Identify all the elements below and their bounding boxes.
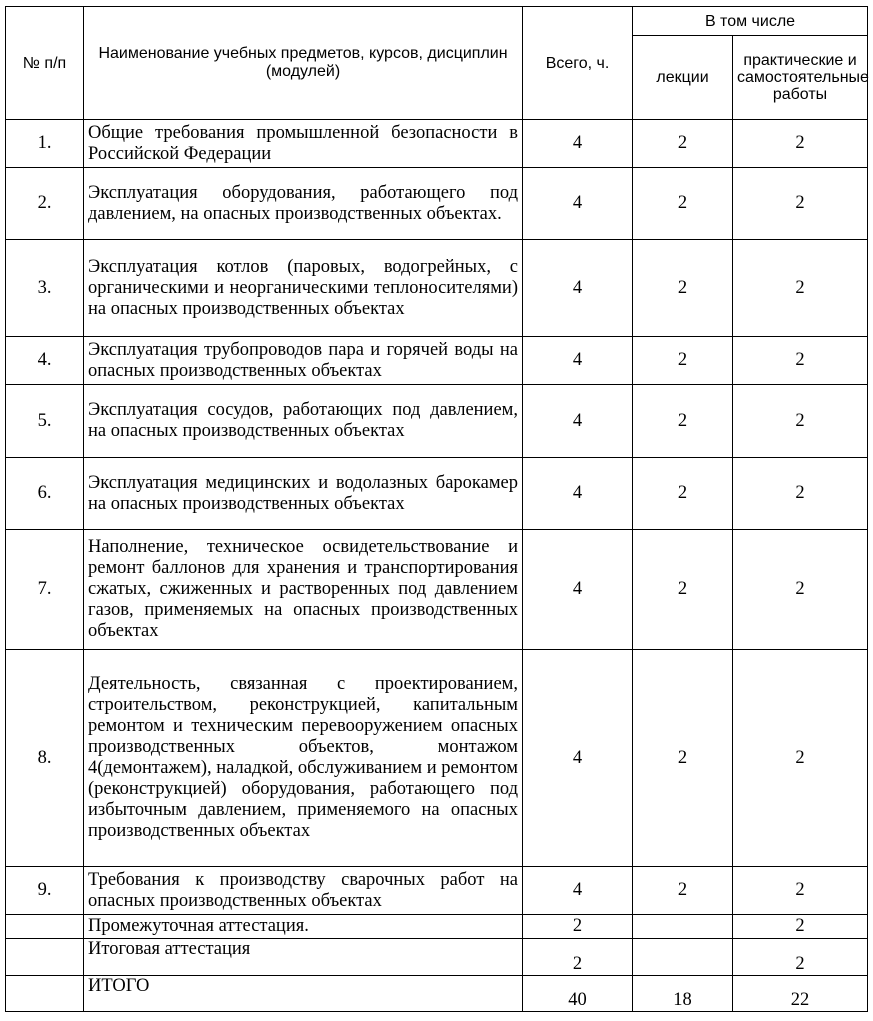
header-name: Наименование учебных предметов, курсов, дисциплин (модулей): [84, 7, 523, 120]
row-num: 2.: [6, 168, 84, 240]
interim-lectures: [633, 915, 733, 939]
row-name: Эксплуатация трубопроводов пара и горячей воды на опасных производственных объектах: [84, 337, 523, 385]
summary-num: [6, 976, 84, 1012]
row-num: 6.: [6, 458, 84, 530]
row-practice: 2: [733, 337, 868, 385]
row-num: 5.: [6, 385, 84, 458]
final-row: [6, 939, 868, 976]
final-name: Итоговая аттестация: [84, 939, 523, 976]
row-num: 4.: [6, 337, 84, 385]
row-total: 4: [523, 240, 633, 337]
header-lectures: лекции: [633, 36, 733, 120]
row-total: 4: [523, 650, 633, 867]
summary-lectures: 18: [633, 976, 733, 1012]
row-total: 4: [523, 337, 633, 385]
row-num: 3.: [6, 240, 84, 337]
header-practice: практические и самостоятельные работы: [733, 36, 868, 120]
row-num: 1.: [6, 120, 84, 168]
row-name: Наполнение, техническое освидетельствование и ремонт баллонов для хранения и транспортирования сжатых, сжиженных и растворенных под давлением газов, применяемых на опасных производственных объектах: [84, 530, 523, 650]
row-total: 4: [523, 530, 633, 650]
row-total: 4: [523, 867, 633, 915]
row-practice: 2: [733, 530, 868, 650]
final-total: 2: [523, 939, 633, 976]
row-lectures: 2: [633, 650, 733, 867]
row-name: Эксплуатация оборудования, работающего под давлением, на опасных производственных объектах.: [84, 168, 523, 240]
interim-num: [6, 915, 84, 939]
row-name: Эксплуатация сосудов, работающих под давлением, на опасных производственных объектах: [84, 385, 523, 458]
summary-row: [6, 976, 868, 1012]
row-lectures: 2: [633, 385, 733, 458]
row-num: 9.: [6, 867, 84, 915]
row-practice: 2: [733, 650, 868, 867]
row-num: 7.: [6, 530, 84, 650]
row-total: 4: [523, 120, 633, 168]
row-num: 8.: [6, 650, 84, 867]
table-row: [6, 240, 868, 337]
row-practice: 2: [733, 385, 868, 458]
row-lectures: 2: [633, 867, 733, 915]
row-lectures: 2: [633, 458, 733, 530]
table-row: [6, 120, 868, 168]
table-row: [6, 650, 868, 867]
row-practice: 2: [733, 168, 868, 240]
row-lectures: 2: [633, 168, 733, 240]
row-total: 4: [523, 168, 633, 240]
table-row: [6, 530, 868, 650]
row-name: Эксплуатация медицинских и водолазных барокамер на опасных производственных объектах: [84, 458, 523, 530]
summary-total: 40: [523, 976, 633, 1012]
row-name: Деятельность, связанная с проектированием, строительством, реконструкцией, капитальным ремонтом и техническим перевооружением опасных производственных объектов, монтажом 4(демонтажем), наладкой, обслуживанием и ремонтом (реконструкцией) оборудования, работающего под избыточным давлением, применяемого на опасных производственных объектах: [84, 650, 523, 867]
header-group: В том числе: [633, 7, 868, 36]
header-num: № п/п: [6, 7, 84, 120]
table-row: [6, 458, 868, 530]
row-practice: 2: [733, 240, 868, 337]
row-lectures: 2: [633, 337, 733, 385]
table-header: [6, 7, 868, 120]
summary-name: ИТОГО: [84, 976, 523, 1012]
final-num: [6, 939, 84, 976]
header-total: Всего, ч.: [523, 7, 633, 120]
summary-practice: 22: [733, 976, 868, 1012]
row-lectures: 2: [633, 530, 733, 650]
table-row: [6, 385, 868, 458]
row-practice: 2: [733, 458, 868, 530]
curriculum-table: [5, 6, 868, 1012]
table-row: [6, 168, 868, 240]
row-name: Общие требования промышленной безопасности в Российской Федерации: [84, 120, 523, 168]
row-practice: 2: [733, 120, 868, 168]
row-total: 4: [523, 385, 633, 458]
row-lectures: 2: [633, 120, 733, 168]
final-practice: 2: [733, 939, 868, 976]
row-name: Требования к производству сварочных работ на опасных производственных объектах: [84, 867, 523, 915]
row-name: Эксплуатация котлов (паровых, водогрейных, с органическими и неорганическими теплоносителями) на опасных производственных объектах: [84, 240, 523, 337]
interim-total: 2: [523, 915, 633, 939]
row-total: 4: [523, 458, 633, 530]
row-lectures: 2: [633, 240, 733, 337]
final-lectures: [633, 939, 733, 976]
interim-name: Промежуточная аттестация.: [84, 915, 523, 939]
row-practice: 2: [733, 867, 868, 915]
table-row: [6, 337, 868, 385]
interim-practice: 2: [733, 915, 868, 939]
table-row: [6, 867, 868, 915]
interim-row: [6, 915, 868, 939]
